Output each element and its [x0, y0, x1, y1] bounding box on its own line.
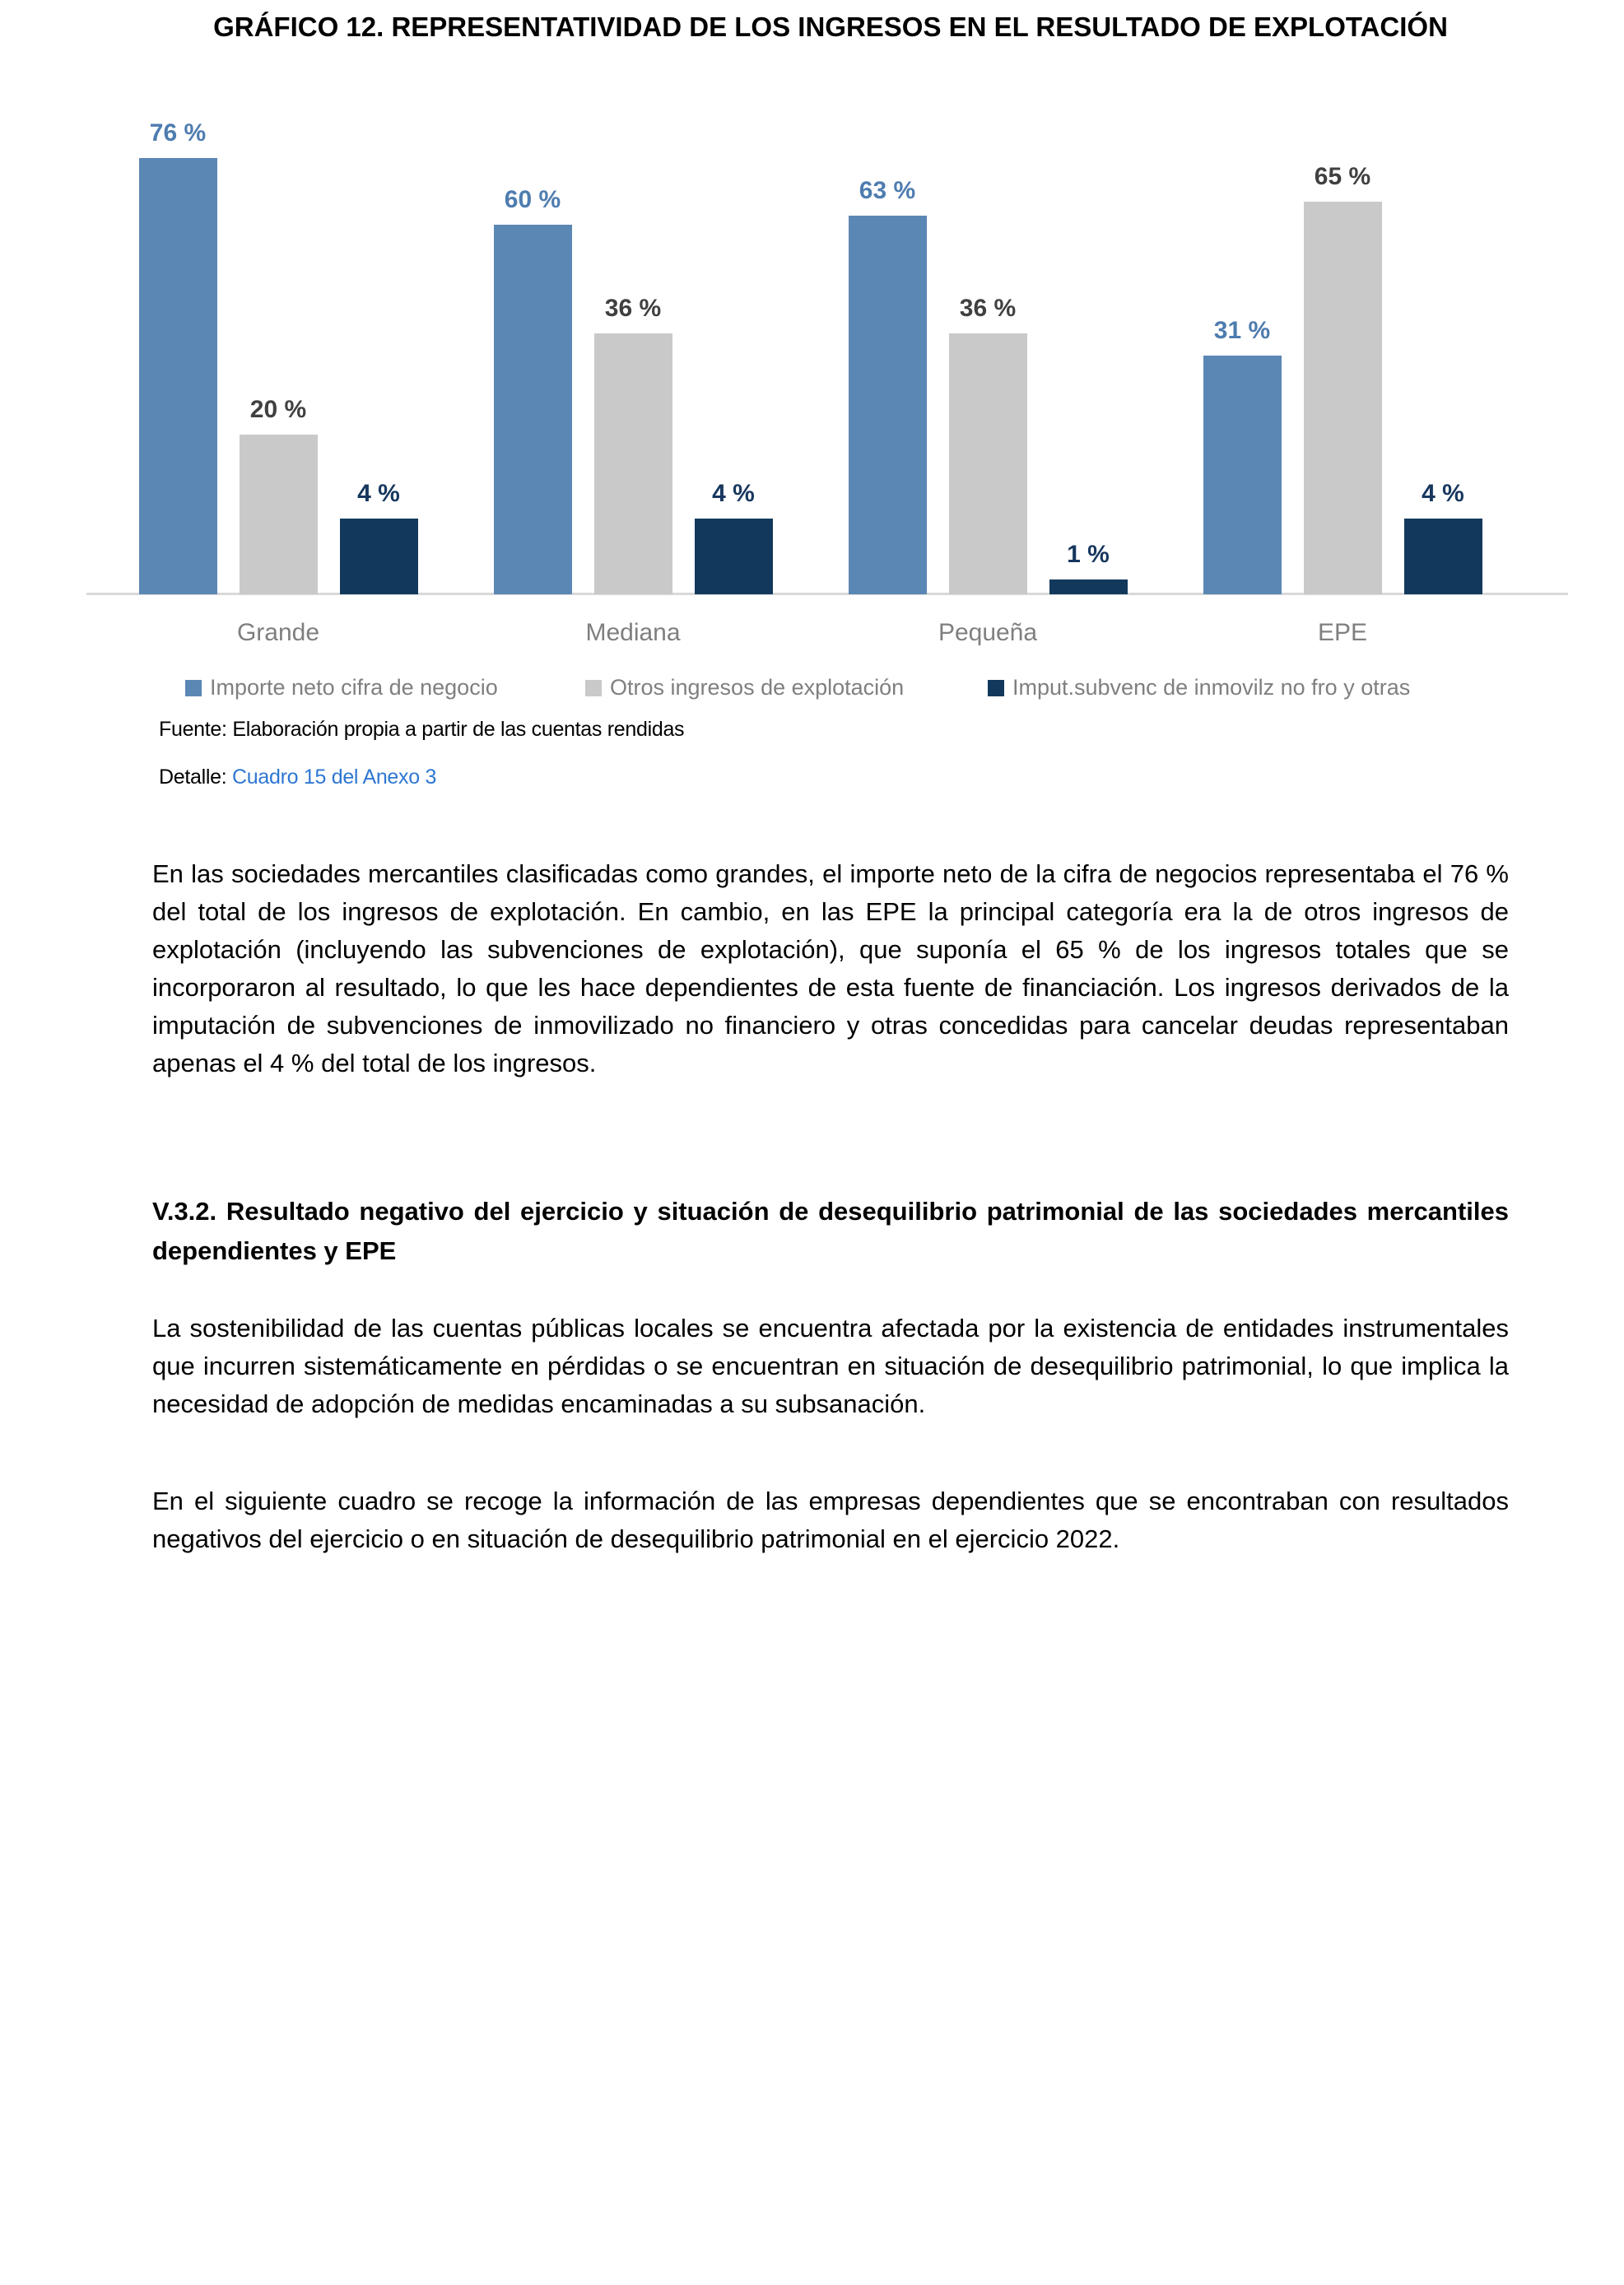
category-label-epe: EPE — [1317, 619, 1368, 646]
legend-swatch-icon — [185, 680, 202, 696]
legend-item-s1 — [185, 675, 498, 700]
paragraph-next-table-intro: En el siguiente cuadro se recoge la información de las empresas dependientes que se encontraban con resultados negativos del ejercicio o en situación de desequilibrio patrimonial en el ejercicio 2022. — [152, 1487, 1509, 1553]
legend-item-s3 — [988, 675, 1410, 700]
bar-value-label: 60 % — [504, 186, 561, 213]
bar-value-label: 36 % — [959, 295, 1017, 322]
section-heading-v32: V.3.2. Resultado negativo del ejercicio y situación de desequilibrio patrimonial de las sociedades mercantiles dependientes y EPE — [152, 1196, 1509, 1265]
legend-label: Otros ingresos de explotación — [610, 675, 905, 700]
bar-value-label: 4 % — [1422, 480, 1464, 507]
bar-mediana-s2 — [594, 333, 672, 594]
bar-value-label: 20 % — [249, 396, 307, 423]
source-note: Fuente: Elaboración propia a partir de las cuentas rendidas — [159, 718, 685, 741]
detail-note — [159, 766, 436, 789]
bar-epe-s1 — [1203, 356, 1282, 594]
bar-value-label: 4 % — [712, 480, 755, 507]
bar-grande-s3 — [340, 519, 418, 594]
bar-grande-s2 — [240, 435, 318, 594]
bar-value-label: 76 % — [149, 119, 207, 147]
paragraph-income-representativeness: En las sociedades mercantiles clasificadas como grandes, el importe neto de la cifra de negocios representaba el 76 % del total de los ingresos de explotación. En cambio, en las EPE la principal categoría era la de otros ingresos de explotación (incluyendo las subvenciones de explotación), que suponía el 65 % de los ingresos totales que se incorporaron al resultado, lo que les hace dependientes de esta fuente de financiación. Los ingresos derivados de la imputación de subvenciones de inmovilizado no financiero y otras concedidas para cancelar deudas representaban apenas el 4 % del total de los ingresos. — [152, 859, 1509, 1077]
category-label-mediana: Mediana — [585, 619, 681, 646]
chart-title-text: GRÁFICO 12. REPRESENTATIVIDAD DE LOS INGRESOS EN EL RESULTADO DE EXPLOTACIÓN — [213, 12, 1448, 42]
bar-mediana-s1 — [494, 225, 572, 594]
legend-label: Imput.subvenc de inmovilz no fro y otras — [1012, 675, 1411, 700]
detail-link[interactable]: Cuadro 15 del Anexo 3 — [232, 766, 437, 789]
bar-value-label: 31 % — [1213, 317, 1271, 344]
category-label-grande: Grande — [236, 619, 320, 646]
bar-value-label: 65 % — [1314, 163, 1371, 190]
bar-pequeña-s3 — [1049, 579, 1128, 594]
bar-value-label: 1 % — [1067, 541, 1110, 568]
bar-epe-s3 — [1404, 519, 1482, 594]
paragraph-sustainability: La sostenibilidad de las cuentas públicas locales se encuentra afectada por la existencia de entidades instrumentales que incurren sistemáticamente en pérdidas o se encuentran en situación de desequilibrio patrimonial, lo que implica la necesidad de adopción de medidas encaminadas a su subsanación. — [152, 1314, 1509, 1418]
detail-label: Detalle: — [159, 766, 227, 789]
bar-mediana-s3 — [695, 519, 773, 594]
bar-grande-s1 — [139, 158, 217, 594]
legend-label: Importe neto cifra de negocio — [210, 675, 498, 700]
legend-swatch-icon — [988, 680, 1004, 696]
bar-pequeña-s1 — [849, 216, 927, 594]
bar-epe-s2 — [1304, 202, 1382, 594]
legend-swatch-icon — [585, 680, 602, 696]
bar-value-label: 36 % — [604, 295, 662, 322]
legend-item-s2 — [585, 675, 904, 700]
category-label-pequeña: Pequeña — [938, 619, 1038, 646]
bar-value-label: 4 % — [357, 480, 400, 507]
bar-value-label: 63 % — [859, 177, 916, 204]
chart-title — [152, 8, 1509, 45]
